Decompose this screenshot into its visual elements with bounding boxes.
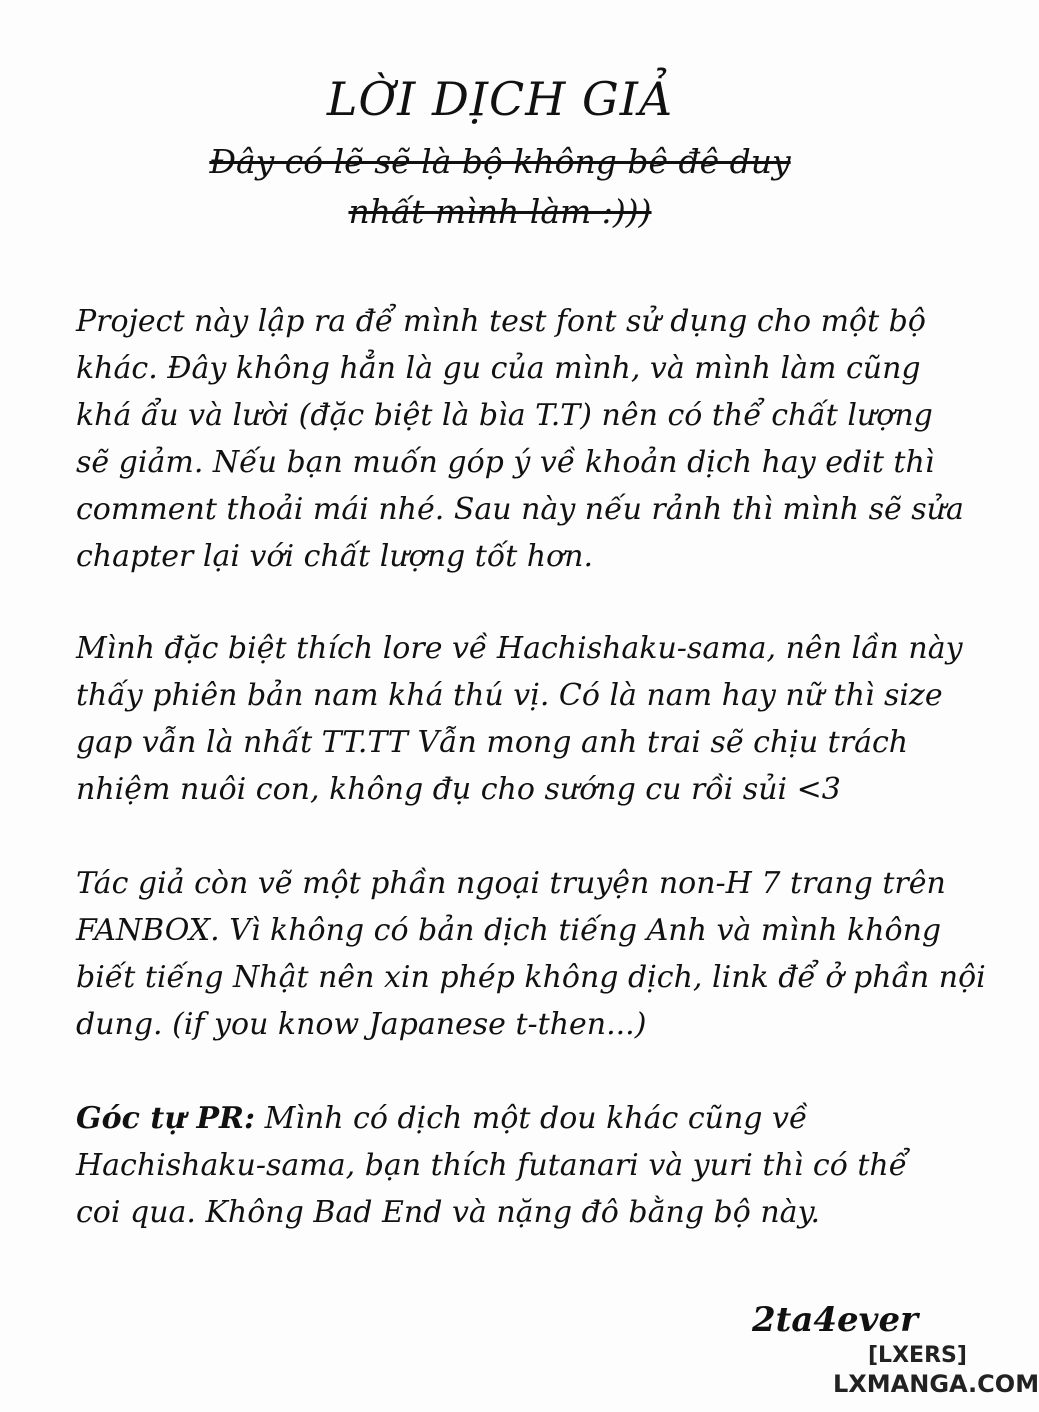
text-line: thấy phiên bản nam khá thú vị. Có là nam hay nữ thì size: [76, 678, 943, 713]
pr-label: Góc tự PR:: [76, 1101, 256, 1136]
subtitle-line-1: Đây có lẽ sẽ là bộ không bê đê duy: [209, 142, 791, 181]
paragraph-1: [76, 298, 964, 580]
text-line: comment thoải mái nhé. Sau này nếu rảnh thì mình sẽ sửa: [76, 492, 964, 527]
text-line: khá ẩu và lười (đặc biệt là bìa T.T) nên có thể chất lượng: [76, 398, 933, 433]
pr-paragraph: [76, 1095, 956, 1236]
text-line: dung. (if you know Japanese t-then...): [76, 1007, 647, 1042]
text-line: biết tiếng Nhật nên xin phép không dịch, link để ở phần nội: [76, 960, 986, 995]
text-line: gap vẫn là nhất TT.TT Vẫn mong anh trai sẽ chịu trách: [76, 725, 909, 760]
text-line: Project này lập ra để mình test font sử dụng cho một bộ: [76, 304, 926, 339]
text-line: khác. Đây không hẳn là gu của mình, và mình làm cũng: [76, 351, 921, 386]
text-line: nhiệm nuôi con, không đụ cho sướng cu rồi sủi <3: [76, 772, 841, 807]
text-line: FANBOX. Vì không có bản dịch tiếng Anh và mình không: [76, 913, 942, 948]
text-line: Hachishaku-sama, bạn thích futanari và yuri thì có thể: [76, 1148, 908, 1183]
paragraph-2: [76, 625, 963, 813]
group-tag: [LXERS]: [868, 1343, 967, 1368]
site-watermark: LXMANGA.COM: [833, 1370, 1039, 1398]
text-line: Tác giả còn vẽ một phần ngoại truyện non-H 7 trang trên: [76, 866, 946, 901]
text-line: chapter lại với chất lượng tốt hơn.: [76, 539, 594, 574]
subtitle-line-2: nhất mình làm :))): [348, 192, 652, 231]
text-line: Mình đặc biệt thích lore về Hachishaku-sama, nên lần này: [76, 631, 963, 666]
translator-signature: 2ta4ever: [752, 1300, 918, 1340]
page-title: LỜI DỊCH GIẢ: [326, 72, 674, 126]
paragraph-3: [76, 860, 986, 1048]
text-line: sẽ giảm. Nếu bạn muốn góp ý về khoản dịch hay edit thì: [76, 445, 935, 480]
text-line: coi qua. Không Bad End và nặng đô bằng bộ này.: [76, 1195, 821, 1230]
text-line: Mình có dịch một dou khác cũng về: [255, 1101, 808, 1136]
